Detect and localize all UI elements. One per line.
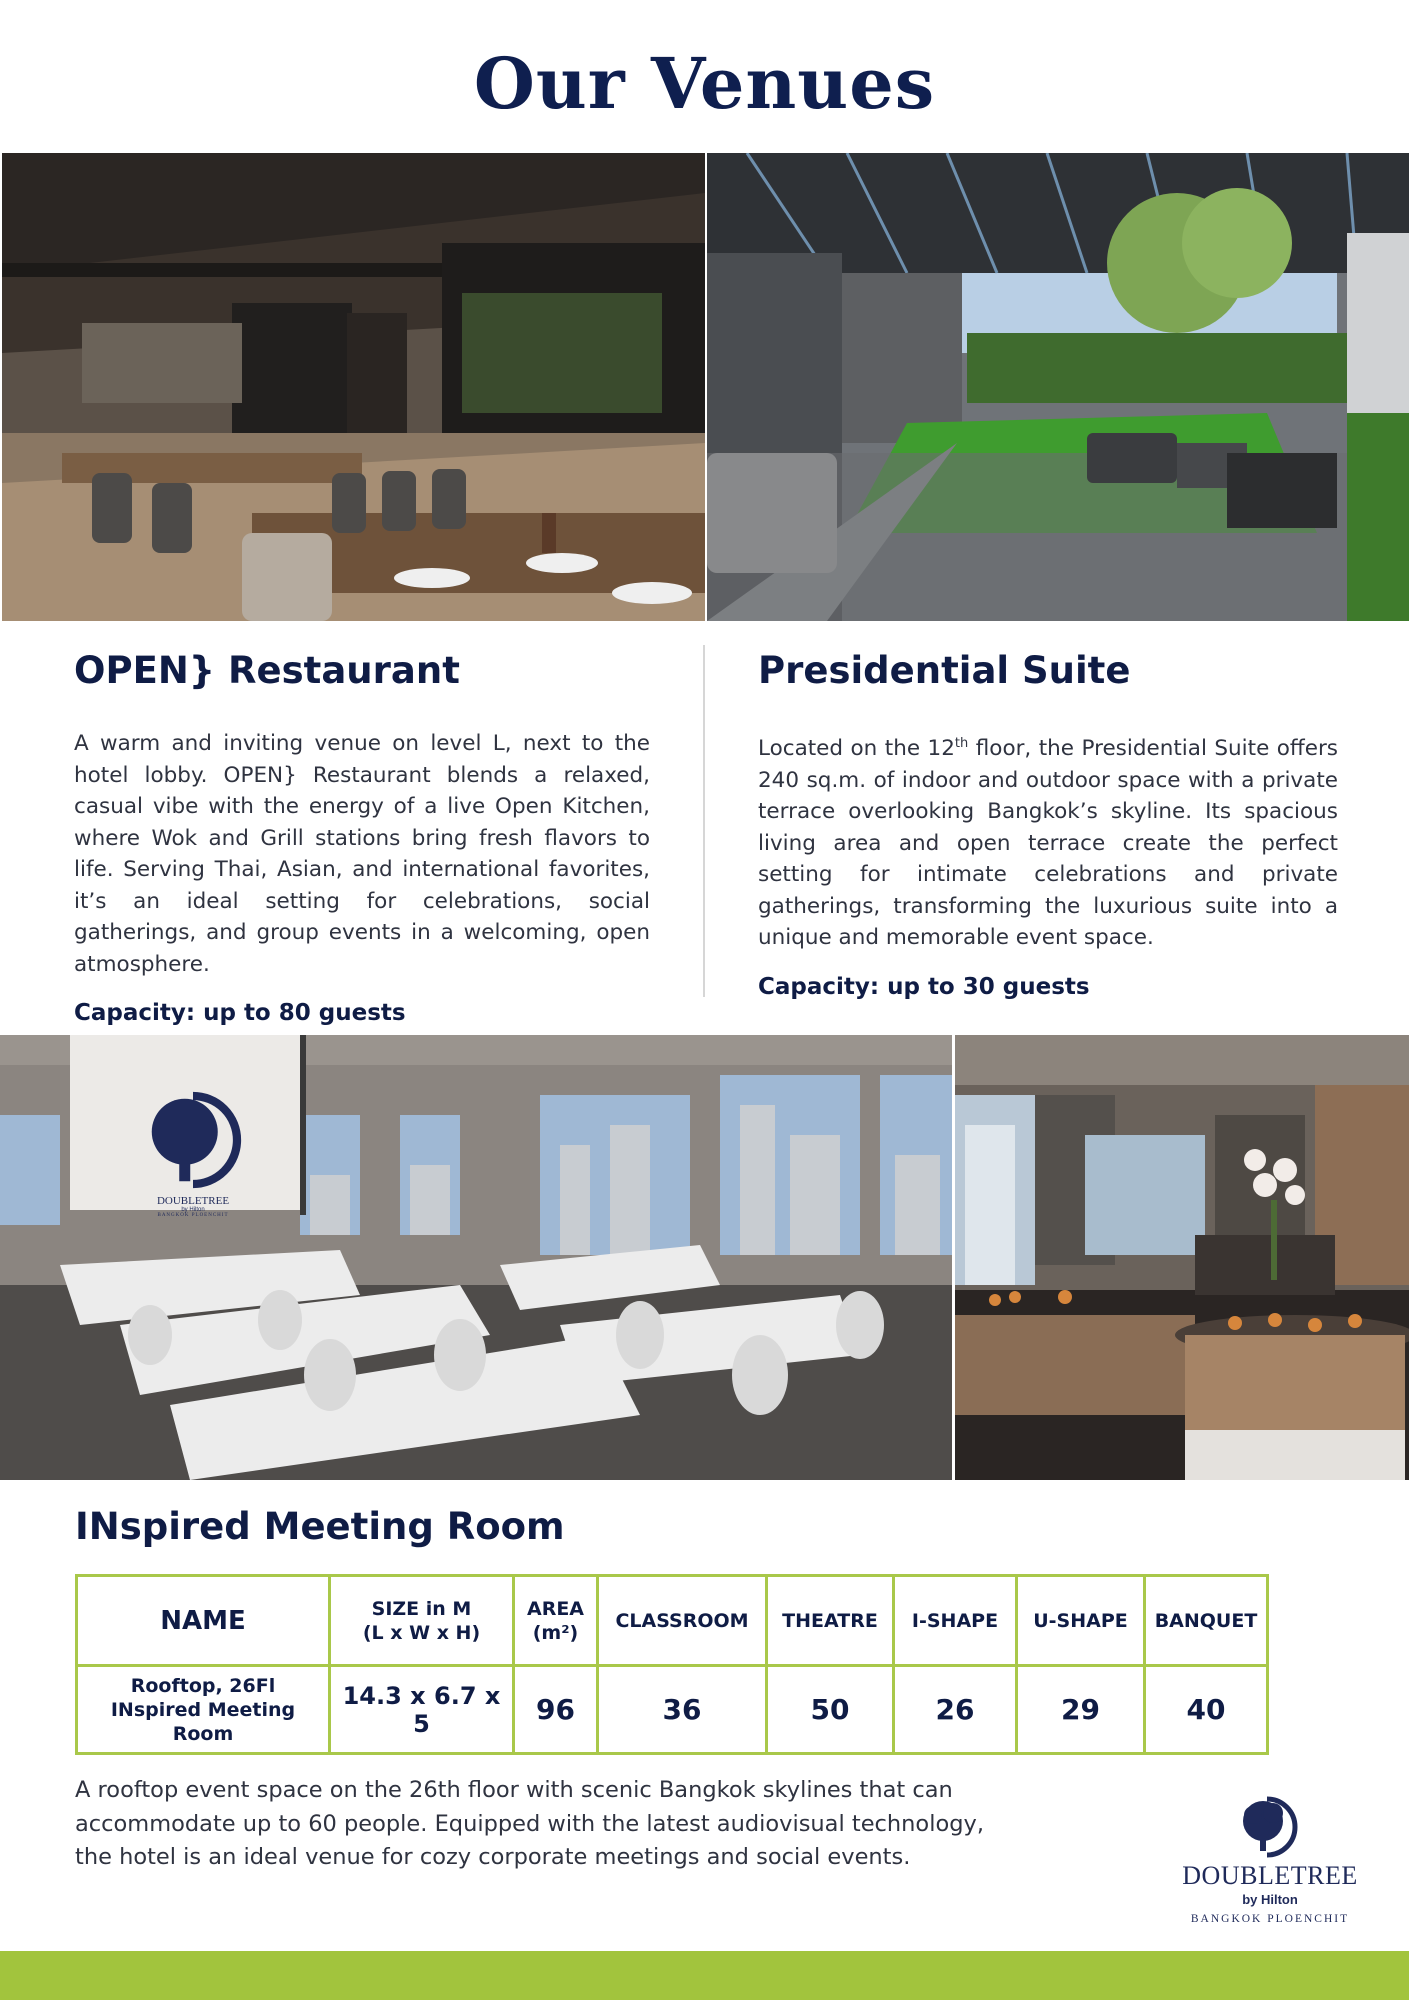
meeting-room-spec-table (75, 1574, 1269, 1755)
header-size (330, 1576, 514, 1666)
cell-area: 96 (514, 1666, 598, 1754)
restaurant-title: OPEN} Restaurant (74, 649, 460, 692)
cell-ushape: 29 (1017, 1666, 1145, 1754)
header-ishape: I-SHAPE (894, 1576, 1017, 1666)
restaurant-section (74, 648, 650, 1026)
screen-logo-tree-icon (138, 1085, 248, 1195)
brand-name: DOUBLETREE (1182, 1861, 1358, 1890)
cell-ishape: 26 (894, 1666, 1017, 1754)
meeting-room-description: A rooftop event space on the 26th floor with scenic Bangkok skylines that can accommodate up to 60 people. Equipped with the latest audiovisual technology, the hotel is an ideal venue for cozy corporate meetings and social events. (75, 1777, 984, 1870)
table-row (77, 1666, 1268, 1754)
header-area (514, 1576, 598, 1666)
header-theatre: THEATRE (767, 1576, 894, 1666)
page-title: Our Venues (473, 42, 936, 125)
header-ushape: U-SHAPE (1017, 1576, 1145, 1666)
suite-section (758, 648, 1338, 1000)
suite-description-part2: floor, the Presidential Suite offers 240 sq.m. of indoor and outdoor space with a private terrace overlooking Bangkok’s skyline. Its spacious living area and open terrace create the perfect setting for intimate celebrations and private gatherings, transforming the luxurious suite into a unique and memorable event space. (758, 736, 1339, 951)
header-size-line1: SIZE in M (371, 1597, 472, 1620)
cell-theatre: 50 (767, 1666, 894, 1754)
table-header-row (77, 1576, 1268, 1666)
brand-location: BANGKOK PLOENCHIT (1190, 1913, 1350, 1925)
header-area-line1: AREA (526, 1597, 585, 1620)
cell-name (77, 1666, 330, 1754)
suite-title: Presidential Suite (758, 649, 1131, 692)
column-divider (703, 645, 705, 997)
meeting-room-title: INspired Meeting Room (75, 1505, 565, 1548)
suite-description-part1: Located on the 12 (758, 736, 955, 762)
screen-logo-by: by Hilton (181, 1207, 205, 1213)
screen-logo-location: BANGKOK PLOENCHIT (157, 1213, 229, 1218)
doubletree-logo-icon (1231, 1795, 1309, 1859)
header-banquet: BANQUET (1145, 1576, 1268, 1666)
cell-name-line2: INspired Meeting Room (110, 1698, 296, 1745)
restaurant-capacity: Capacity: up to 80 guests (74, 1000, 406, 1026)
header-size-line2: (L x W x H) (362, 1621, 481, 1644)
restaurant-photo (2, 153, 705, 621)
cell-banquet: 40 (1145, 1666, 1268, 1754)
cell-name-line1: Rooftop, 26Fl (130, 1674, 276, 1697)
cell-size: 14.3 x 6.7 x 5 (330, 1666, 514, 1754)
cell-classroom: 36 (598, 1666, 767, 1754)
header-classroom: CLASSROOM (598, 1576, 767, 1666)
header-name: NAME (77, 1576, 330, 1666)
screen-logo (138, 1085, 248, 1218)
suite-capacity: Capacity: up to 30 guests (758, 973, 1090, 1000)
presidential-suite-photo (707, 153, 1409, 621)
footer-bar (0, 1951, 1409, 2000)
header-area-line2: (m²) (532, 1621, 579, 1644)
screen-logo-name: DOUBLETREE (156, 1195, 230, 1207)
brand-by: by Hilton (1242, 1892, 1298, 1907)
suite-description-sup: th (954, 736, 969, 751)
brand-logo (1180, 1795, 1360, 1925)
meeting-room-photo (0, 1035, 952, 1480)
restaurant-description: A warm and inviting venue on level L, next to the hotel lobby. OPEN} Restaurant blends a relaxed, casual vibe with the energy of a live Open Kitchen, where Wok and Grill stations bring fresh flavors to life. Serving Thai, Asian, and international favorites, it’s an ideal setting for celebrations, social gatherings, and group events in a welcoming, open atmosphere. (74, 731, 650, 977)
buffet-photo (955, 1035, 1409, 1480)
suite-description (758, 728, 1338, 954)
